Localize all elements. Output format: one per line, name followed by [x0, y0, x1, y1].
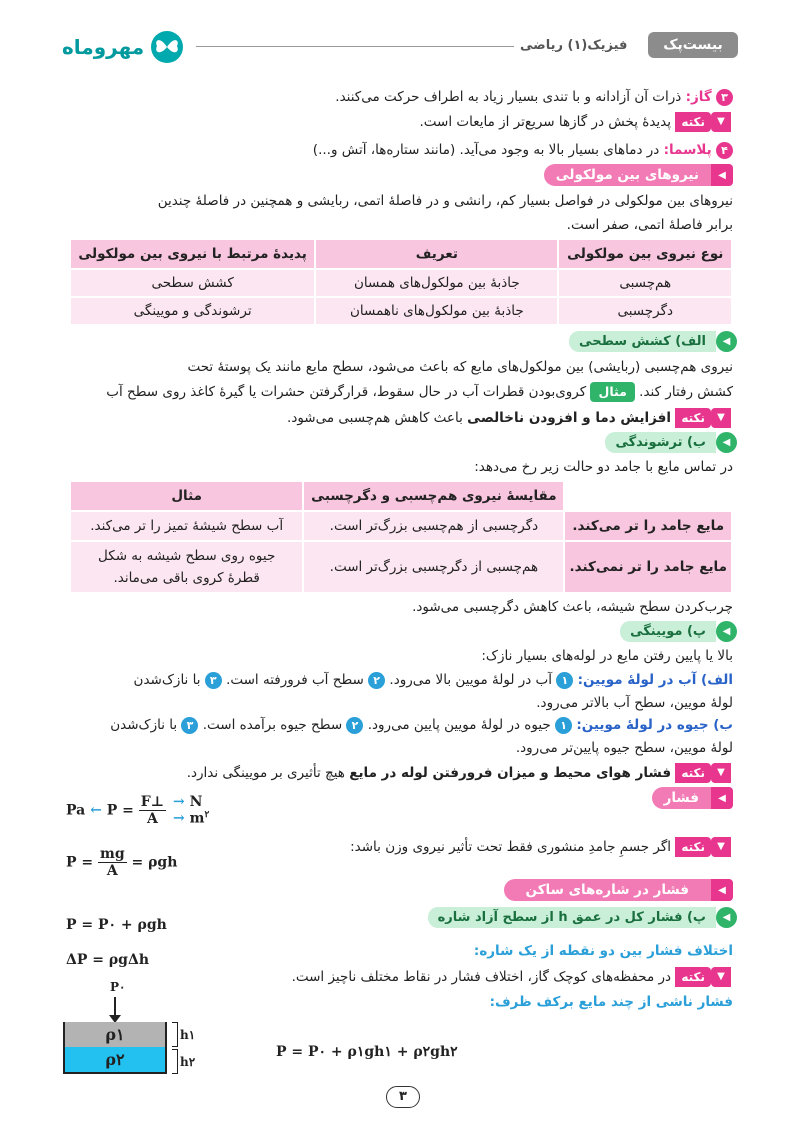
- header-divider: [196, 46, 514, 47]
- triangle-icon: ◀: [711, 787, 733, 809]
- number-badge: ۴: [716, 142, 733, 159]
- note-chevron-icon: ▼: [711, 408, 731, 428]
- brand-name: مهروماه: [62, 35, 145, 59]
- table-header: مقایسهٔ نیروی هم‌چسبی و دگرچسبی: [303, 481, 564, 511]
- wetting-table: [69, 480, 733, 594]
- arrow-left-icon: ←: [90, 802, 102, 819]
- note-tag: ▼ نکته: [675, 837, 733, 857]
- intermolecular-para-1: نیروهای بین مولکولی در فواصل بسیار کم، رانشی و در فاصلهٔ اتمی، ربایشی و همچنین در فاصلهٔ چندین: [157, 193, 733, 209]
- total-pressure-formula: P = P۰ + ρgh: [66, 917, 167, 933]
- plasma-text: در دماهای بسیار بالا به وجود می‌آید. (مانند ستاره‌ها، آتش و...): [312, 142, 660, 158]
- gas-text: ذرات آن آزادانه و با تندی بسیار زیاد به اطراف حرکت می‌کنند.: [335, 89, 682, 105]
- liquid-layer-1: ρ۱: [65, 1022, 165, 1047]
- table-cell: دگرچسبی از هم‌چسبی بزرگ‌تر است.: [303, 511, 564, 541]
- surface-tension-line-2: کشش رفتار کند. مثال کروی‌بودن قطرات آب در حال سقوط، قرارگرفتن حشرات یا گیرهٔ کاغذ روی سطح آب: [106, 384, 733, 400]
- number-badge: ۳: [716, 89, 733, 106]
- pressure-formula-1: Pa ← P = $\frac{F\perp}{A}$ → N → $m^۲$: [66, 794, 210, 827]
- arrow-circle-icon: ◀: [716, 621, 737, 642]
- table-empty-cell: [564, 481, 732, 511]
- section-intermolecular: ◀ نیروهای بین مولکولی: [544, 164, 733, 186]
- table-cell: جیوه روی سطح شیشه به شکل قطرهٔ کروی باقی می‌ماند.: [70, 541, 303, 593]
- capillarity-intro: بالا یا پایین رفتن مایع در لوله‌های بسیار نازک:: [481, 648, 733, 664]
- number-badge: ۱: [555, 717, 572, 734]
- multi-liquid-formula: P = P۰ + ρ۱gh۱ + ρ۲gh۲: [276, 1044, 458, 1060]
- section-static-fluids: ◀ فشار در شاره‌های ساکن: [504, 879, 733, 901]
- gas-note-text: پدیدهٔ پخش در گازها سریع‌تر از مایعات است.: [419, 114, 672, 130]
- capillarity-note: ▼ نکته فشار هوای محیط و میزان فرورفتن لوله در مایع هیچ تأثیری بر مویینگی ندارد.: [187, 762, 733, 784]
- gas-label: گاز:: [685, 89, 712, 105]
- number-badge: ۳: [205, 672, 222, 689]
- intermolecular-para-2: برابر فاصلهٔ اتمی، صفر است.: [566, 217, 733, 233]
- arrow-circle-icon: ◀: [716, 331, 737, 352]
- section-pressure: ◀ فشار: [652, 787, 733, 809]
- table-cell: آب سطح شیشهٔ تمیز را تر می‌کند.: [70, 511, 303, 541]
- table-header: تعریف: [315, 239, 558, 269]
- table-header: نوع نیروی بین مولکولی: [558, 239, 732, 269]
- pressure-formula-2: P = $\frac{mg}{A}$ = ρgh: [66, 846, 178, 879]
- plasma-label: پلاسما:: [663, 142, 712, 158]
- surface-tension-note: ▼ نکته افزایش دما و افزودن ناخالصی باعث کاهش هم‌چسبی می‌شود.: [287, 407, 733, 429]
- h1-label: h۱: [180, 1028, 196, 1042]
- section-wetting: ◀ ب) ترشوندگی: [605, 432, 733, 453]
- example-tag: مثال: [590, 382, 634, 402]
- table-cell: جاذبهٔ بین مولکول‌های همسان: [315, 269, 558, 297]
- number-badge: ۲: [346, 717, 363, 734]
- note-tag: ▼ نکته: [675, 967, 733, 987]
- section-total-pressure: ◀ پ) فشار کل در عمق h از سطح آزاد شاره: [428, 907, 733, 928]
- gas-note: [420, 111, 734, 133]
- pressure-difference-formula: ΔP = ρgΔh: [66, 952, 150, 968]
- note-chevron-icon: ▼: [711, 112, 731, 132]
- number-badge: ۲: [368, 672, 385, 689]
- h2-brace: [172, 1049, 178, 1074]
- note-tag: ▼ نکته: [675, 112, 733, 132]
- butterfly-logo-icon: [150, 30, 184, 64]
- number-badge: ۳: [181, 717, 198, 734]
- arrow-circle-icon: ◀: [716, 907, 737, 928]
- table-cell: هم‌چسبی: [558, 269, 732, 297]
- multi-liquid-heading: فشار ناشی از چند مایع برکف ظرف:: [489, 994, 733, 1010]
- series-title: فیزیک(۱) ریاضی: [520, 37, 628, 53]
- p0-arrow-shaft: [114, 997, 116, 1017]
- capillarity-mercury-line-2: لولهٔ مویین، سطح جیوه پایین‌تر می‌رود.: [515, 740, 733, 756]
- liquid-layer-2: ρ۲: [65, 1047, 165, 1072]
- number-badge: ۱: [556, 672, 573, 689]
- series-pill: بیست‌پک: [648, 32, 738, 58]
- capillarity-water-line: الف) آب در لولهٔ مویین: ۱ آب در لولهٔ مویین بالا می‌رود. ۲ سطح آب فرورفته است. ۳ با نازک‌شدن: [133, 672, 733, 688]
- row-header: مایع جامد را تر نمی‌کند.: [564, 541, 732, 593]
- table-cell: ترشوندگی و مویینگی: [70, 297, 315, 325]
- container: [63, 1022, 167, 1074]
- note-chevron-icon: ▼: [711, 837, 731, 857]
- triangle-icon: ◀: [711, 879, 733, 901]
- row-header: مایع جامد را تر می‌کند.: [564, 511, 732, 541]
- arrow-right-icon: →: [173, 794, 185, 811]
- p0-label: P۰: [110, 980, 126, 994]
- pressure-difference-heading: اختلاف فشار بین دو نقطه از یک شاره:: [473, 943, 733, 959]
- plasma-line: [313, 139, 733, 161]
- table-header: پدیدهٔ مرتبط با نیروی بین مولکولی: [70, 239, 315, 269]
- capillarity-water-line-2: لولهٔ مویین، سطح آب بالاتر می‌رود.: [536, 695, 733, 711]
- arrow-circle-icon: ◀: [716, 432, 737, 453]
- arrow-right-icon: →: [173, 810, 185, 827]
- h2-label: h۲: [180, 1055, 196, 1069]
- table-cell: کشش سطحی: [70, 269, 315, 297]
- note-chevron-icon: ▼: [711, 967, 731, 987]
- static-fluids-note: ▼ نکته در محفظه‌های کوچک گاز، اختلاف فشار در نقاط مختلف ناچیز است.: [292, 966, 733, 988]
- section-surface-tension: ◀ الف) کشش سطحی: [569, 331, 733, 352]
- table-cell: هم‌چسبی از دگرچسبی بزرگ‌تر است.: [303, 541, 564, 593]
- intermolecular-table: [69, 238, 733, 326]
- note-chevron-icon: ▼: [711, 763, 731, 783]
- triangle-icon: ◀: [711, 164, 733, 186]
- table-header: مثال: [70, 481, 303, 511]
- wetting-intro: در تماس مایع با جامد دو حالت زیر رخ می‌دهد:: [474, 459, 733, 475]
- page-number: ۳: [386, 1086, 420, 1108]
- brand-logo-group: [62, 28, 184, 66]
- h1-brace: [172, 1022, 178, 1047]
- capillarity-mercury-line: ب) جیوه در لولهٔ مویین: ۱ جیوه در لولهٔ مویین پایین می‌رود. ۲ سطح جیوه برآمده است. ۳ با نازک‌شدن: [110, 717, 733, 733]
- table-cell: دگرچسبی: [558, 297, 732, 325]
- note-tag: ▼ نکته: [675, 763, 733, 783]
- pressure-note: ▼ نکته اگر جسمِ جامدِ منشوری فقط تحت تأثیر نیروی وزن باشد:: [350, 836, 733, 858]
- section-capillarity: ◀ پ) مویینگی: [620, 621, 733, 642]
- surface-tension-line-1: نیروی هم‌چسبی (ربایشی) بین مولکول‌های مایع که باعث می‌شود، سطح مایع مانند یک پوستهٔ تحت: [187, 359, 733, 375]
- note-tag: ▼ نکته: [675, 408, 733, 428]
- wetting-after: چرب‌کردن سطح شیشه، باعث کاهش دگرچسبی می‌شود.: [412, 599, 733, 615]
- gas-line: [335, 86, 733, 108]
- table-cell: جاذبهٔ بین مولکول‌های ناهمسان: [315, 297, 558, 325]
